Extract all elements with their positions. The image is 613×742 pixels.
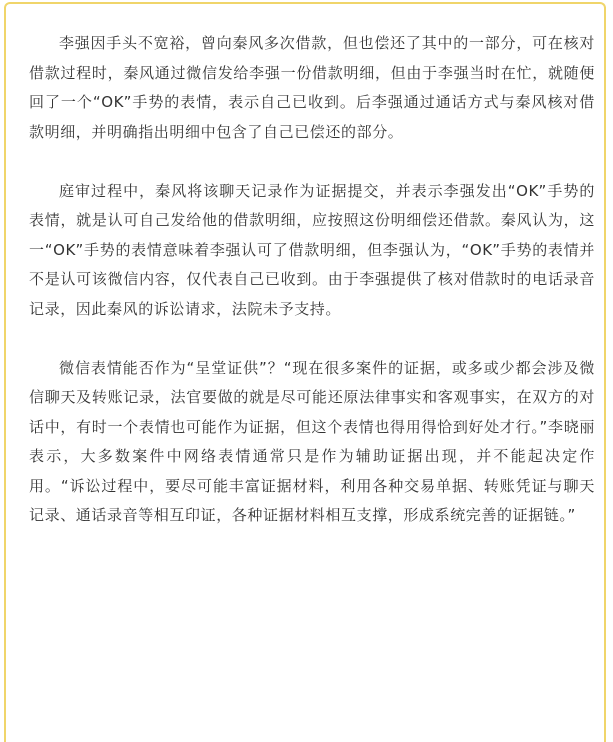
paragraph-1: 李强因手头不宽裕，曾向秦风多次借款，但也偿还了其中的一部分，可在核对借款过程时，秦风通过微信发给李强一份借款明细，但由于李强当时在忙，就随便回了一个“OK”手势的表情，表示自己已收到。后李强通过通话方式与秦风核对借款明细，并明确指出明细中包含了自己已偿还的部分。 [29,34,595,141]
article-frame [4,2,606,742]
paragraph-2: 庭审过程中，秦风将该聊天记录作为证据提交，并表示李强发出“OK”手势的表情，就是认可自己发给他的借款明细，应按照这份明细偿还借款。秦风认为，这一“OK”手势的表情意味着李强认可了借款明细，但李强认为，“OK”手势的表情并不是认可该微信内容，仅代表自己已收到。由于李强提供了核对借款时的电话录音记录，因此秦风的诉讼请求，法院未予支持。 [29,181,595,318]
paragraph-3: 微信表情能否作为“呈堂证供”？“现在很多案件的证据，或多或少都会涉及微信聊天及转账记录，法官要做的就是尽可能还原法律事实和客观事实，在双方的对话中，有时一个表情也可能作为证据，但这个表情也得用得恰到好处才行。”李晓丽表示，大多数案件中网络表情通常只是作为辅助证据出现，并不能起决定作用。“诉讼过程中，要尽可能丰富证据材料，利用各种交易单据、转账凭证与聊天记录、通话录音等相互印证，各种证据材料相互支撑，形成系统完善的证据链。” [29,358,595,524]
article-body [29,29,595,531]
